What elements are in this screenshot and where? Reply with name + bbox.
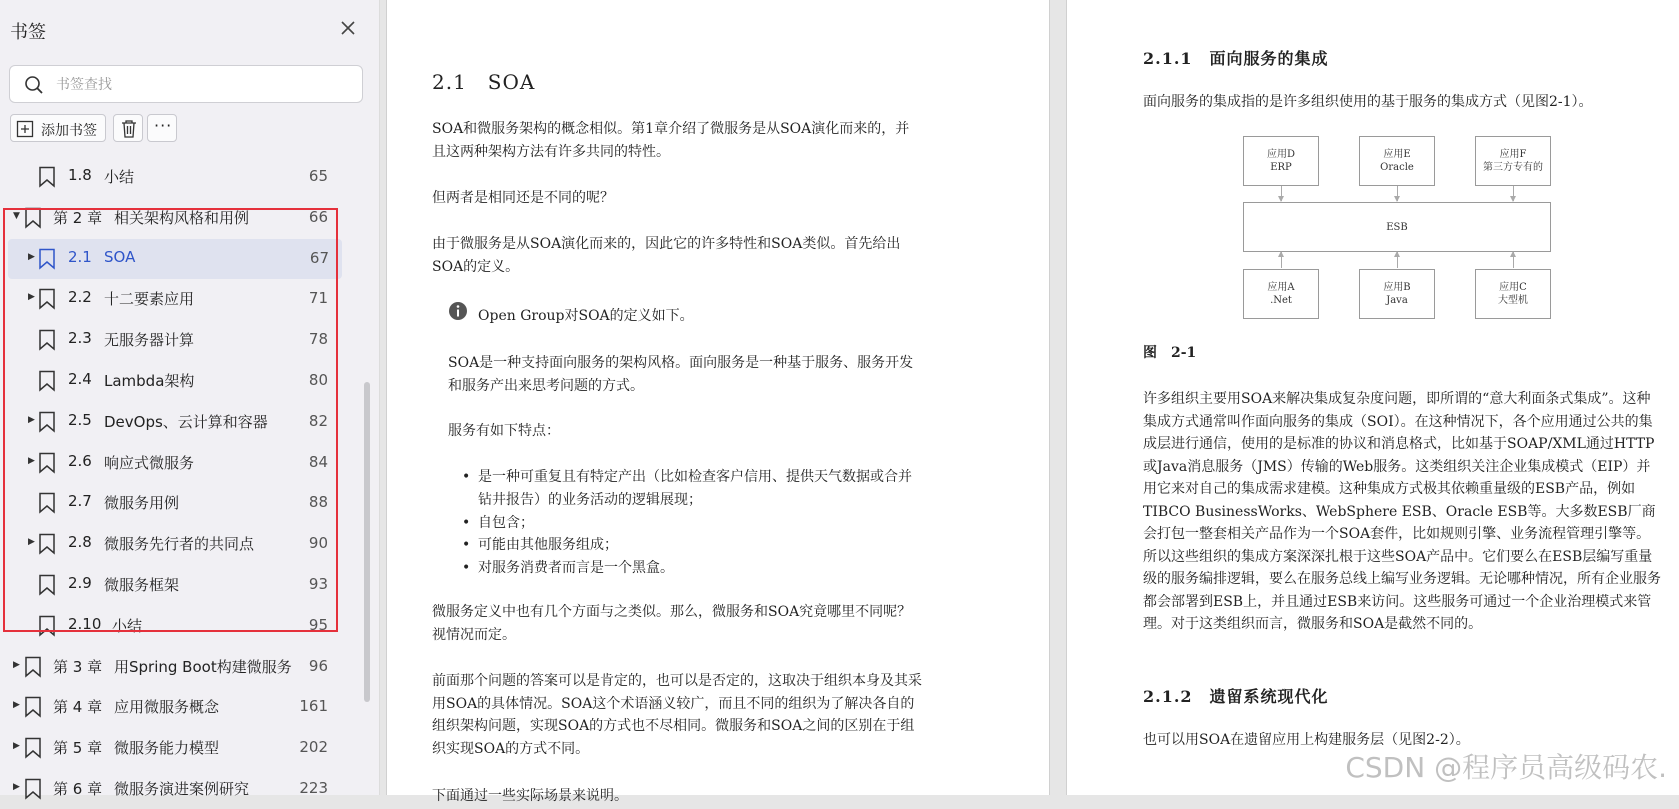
bookmark-number: 1.8 [68, 166, 92, 184]
bookmark-icon [24, 737, 42, 759]
subsection-heading: 2.1.2 遗留系统现代化 [1143, 687, 1329, 706]
bookmark-page-number: 82 [308, 411, 328, 430]
diagram-arrow [1513, 252, 1514, 268]
bookmark-title: 小结 [104, 168, 135, 186]
subsection-heading: 2.1.1 面向服务的集成 [1143, 49, 1329, 68]
paragraph: 也可以用SOA在遗留应用上构建服务层（见图2-2）。 [1143, 732, 1470, 748]
bookmark-title: 小结 [112, 616, 143, 635]
bookmark-number: 2.6 [68, 451, 92, 470]
paragraph: 许多组织主要用SOA来解决集成复杂度问题，即所谓的“意大利面条式集成”。这种集成方式通常叫作面向服务的集成（SOI）。在这种情况下，各个应用通过公共的集成层进行通信，使用的是标准的协议和消息格式，比如基于SOAP/XML通过HTTP或Java消息服务（JMS）传输的Web服务。这类组织关注企业集成模式（EIP）并用它来对自己的集成需求建模。这种集成方式极其依赖重量级的ESB产品，例如TIBCO BusinessWorks、WebSphere ESB、Oracle ESB等。大多数ESB厂商会打包一整套相关产品作为一个SOA套件，比如规则引擎、业务流程管理引擎等。所以这些组织的集成方案深深扎根于这些SOA产品中。它们要么在ESB层编写重量级的服务编排逻辑，要么在服务总线上编写业务逻辑。无论哪种情况，所有企业服务都会部署到ESB上，并且通过ESB来访问。这些服务可通过一个企业治理模式来管理。对于这类组织而言，微服务和SOA是截然不同的。 [1143, 391, 1661, 632]
diagram-label: ERP [1270, 162, 1292, 173]
bookmark-title: 微服务用例 [104, 494, 180, 513]
bookmark-item[interactable] [0, 402, 350, 442]
bookmark-number: 2.2 [68, 288, 92, 307]
bookmark-item[interactable] [0, 361, 350, 401]
bookmark-number: 第 3 章 [53, 657, 103, 676]
bookmark-number: 2.3 [68, 329, 92, 348]
bookmark-item[interactable] [8, 239, 342, 279]
bookmark-icon [38, 452, 56, 474]
diagram-label: Java [1386, 295, 1408, 306]
bullet-item: • 可能由其他服务组成； [462, 534, 917, 557]
diagram-app-a-box [1243, 269, 1319, 319]
diagram-app-c-box [1475, 269, 1551, 319]
bookmark-title: 微服务框架 [104, 576, 180, 594]
expand-arrow-icon[interactable]: ▶ [13, 659, 20, 670]
bookmark-item[interactable] [0, 728, 350, 768]
diagram-arrow [1397, 186, 1398, 201]
expand-arrow-icon[interactable]: ▶ [28, 292, 35, 303]
sidebar-scrollbar[interactable] [364, 382, 370, 702]
diagram-app-f-box [1475, 136, 1551, 186]
bookmark-icon [38, 166, 56, 188]
paragraph: 服务有如下特点： [448, 423, 560, 439]
diagram-app-d-box [1243, 136, 1319, 186]
bookmark-icon [24, 696, 42, 718]
diagram-label: 第三方专有的 [1483, 162, 1543, 173]
bookmark-page-number: 66 [308, 207, 328, 226]
esb-diagram [1243, 134, 1553, 324]
diagram-label: 应用F [1499, 149, 1527, 160]
bookmark-item[interactable] [0, 524, 350, 564]
diagram-app-b-box [1359, 269, 1435, 319]
expand-arrow-icon[interactable]: ▶ [13, 700, 20, 711]
bookmark-item[interactable] [0, 565, 350, 605]
bookmark-page-number: 202 [299, 738, 328, 757]
bookmark-title: 微服务演进案例研究 [114, 780, 250, 798]
bookmark-number: 2.8 [68, 533, 92, 552]
expand-arrow-icon[interactable]: ▶ [28, 537, 35, 548]
bookmark-title: SOA [104, 247, 136, 266]
diagram-label: Oracle [1380, 162, 1414, 173]
diagram-label: .Net [1270, 295, 1292, 306]
bookmark-page-number: 65 [308, 167, 328, 185]
bookmark-item[interactable] [0, 769, 350, 809]
expand-arrow-icon[interactable]: ▶ [28, 251, 35, 262]
document-page-right [1066, 0, 1679, 795]
bookmark-icon [24, 656, 42, 678]
sidebar-header [0, 0, 380, 60]
close-icon[interactable] [337, 17, 359, 39]
diagram-arrow [1281, 252, 1282, 268]
expand-arrow-icon[interactable]: ▶ [28, 455, 35, 466]
bookmark-title: Lambda架构 [104, 372, 195, 390]
bookmark-icon [24, 778, 42, 800]
watermark: CSDN @程序员高级码农. [1345, 751, 1667, 784]
bookmark-page-number: 67 [309, 248, 329, 267]
bookmark-icon [38, 248, 56, 270]
diagram-arrow [1281, 186, 1282, 201]
bookmark-page-number: 78 [308, 330, 328, 349]
bookmark-icon [38, 370, 56, 392]
figure-caption: 图 2-1 [1143, 345, 1197, 361]
bookmark-item[interactable] [0, 647, 350, 687]
bookmark-item[interactable] [0, 483, 350, 523]
bullet-item: • 是一种可重复且有特定产出（比如检查客户信用、提供天气数据或合并钻井报告）的业务活动的逻辑展现； [462, 466, 917, 512]
diagram-label: 应用C [1499, 282, 1527, 293]
paragraph: SOA和微服务架构的概念相似。第1章介绍了微服务是从SOA演化而来的，并且这两种架构方法有许多共同的特性。 [432, 121, 910, 160]
bookmark-page-number: 88 [308, 493, 328, 512]
more-options-button[interactable] [147, 114, 177, 142]
document-page-left [386, 0, 1050, 804]
add-bookmark-icon [16, 120, 34, 138]
bookmark-page-number: 84 [308, 452, 328, 471]
bookmark-search-input[interactable] [56, 72, 346, 98]
diagram-label: 应用A [1267, 282, 1295, 293]
more-icon: ··· [154, 116, 173, 135]
search-icon [24, 75, 44, 95]
paragraph: 由于微服务是从SOA演化而来的，因此它的许多特性和SOA类似。首先给出SOA的定义。 [432, 236, 901, 275]
bookmark-page-number: 96 [308, 656, 328, 675]
bookmark-item[interactable] [0, 443, 350, 483]
bookmark-item[interactable] [0, 157, 350, 197]
bookmark-number: 第 2 章 [53, 208, 103, 227]
bullet-item: • 自包含； [462, 512, 917, 535]
section-heading: 2.1 SOA [432, 70, 536, 94]
bookmark-icon [38, 615, 56, 637]
bookmark-icon [38, 574, 56, 596]
bookmark-page-number: 161 [299, 697, 328, 716]
delete-bookmark-button[interactable] [113, 114, 143, 142]
expand-arrow-icon[interactable]: ▶ [28, 414, 35, 425]
diagram-label: 应用D [1266, 149, 1296, 160]
bookmark-number: 2.4 [68, 370, 92, 388]
bookmark-icon [38, 288, 56, 310]
bullet-item: • 对服务消费者而言是一个黑盒。 [462, 557, 917, 580]
diagram-esb-box [1243, 202, 1551, 252]
bookmark-page-number: 71 [308, 289, 328, 308]
diagram-label: ESB [1386, 221, 1408, 233]
sidebar-title: 书签 [10, 22, 46, 43]
bookmark-icon [38, 533, 56, 555]
diagram-label: 应用B [1383, 282, 1411, 293]
expand-arrow-icon[interactable]: ▶ [13, 741, 20, 752]
bookmark-page-number: 223 [299, 779, 328, 797]
bookmark-icon [38, 492, 56, 514]
bookmark-page-number: 90 [308, 534, 328, 553]
bookmark-item[interactable] [0, 198, 350, 238]
bullet-list [462, 466, 917, 580]
diagram-arrow [1513, 186, 1514, 201]
bookmark-title: 相关架构风格和用例 [114, 208, 250, 227]
bookmark-title: 响应式微服务 [104, 453, 195, 472]
paragraph: 下面通过一些实际场景来说明。 [432, 788, 628, 804]
bookmark-page-number: 80 [308, 371, 328, 389]
bookmark-title: 十二要素应用 [104, 290, 195, 309]
info-icon [448, 301, 468, 321]
expand-arrow-icon[interactable]: ▶ [13, 782, 20, 792]
paragraph: SOA是一种支持面向服务的架构风格。面向服务是一种基于服务、服务开发和服务产出来思考问题的方式。 [448, 355, 914, 394]
bookmark-sidebar [0, 0, 380, 798]
paragraph: 但两者是相同还是不同的呢？ [432, 190, 614, 206]
bookmark-number: 第 6 章 [53, 780, 103, 798]
bookmark-item[interactable] [0, 687, 350, 727]
bookmark-item[interactable] [0, 606, 350, 646]
bookmark-page-number: 93 [308, 575, 328, 593]
bookmark-number: 第 4 章 [53, 698, 103, 717]
bookmark-number: 2.9 [68, 574, 92, 592]
bookmark-number: 2.5 [68, 410, 92, 429]
bookmark-title: 微服务先行者的共同点 [104, 535, 255, 554]
bookmark-number: 2.1 [68, 247, 92, 266]
bookmark-item[interactable] [0, 320, 350, 360]
bookmark-title: 微服务能力模型 [114, 739, 220, 758]
add-bookmark-button[interactable] [10, 114, 106, 142]
paragraph: 面向服务的集成指的是许多组织使用的基于服务的集成方式（见图2-1）。 [1143, 94, 1593, 110]
bookmark-item[interactable] [0, 279, 350, 319]
bookmark-page-number: 95 [308, 615, 328, 634]
bookmark-title: 无服务器计算 [104, 331, 195, 350]
bookmark-icon [38, 329, 56, 351]
bookmark-title: 应用微服务概念 [114, 698, 220, 717]
diagram-arrow [1397, 252, 1398, 268]
bookmark-icon [38, 411, 56, 433]
bookmark-title: 用Spring Boot构建微服务 [114, 657, 292, 676]
paragraph: 微服务定义中也有几个方面与之类似。那么，微服务和SOA究竟哪里不同呢？视情况而定。 [432, 604, 912, 643]
diagram-label: 大型机 [1498, 295, 1528, 306]
collapse-arrow-icon[interactable]: ▼ [13, 210, 20, 221]
bookmark-icon [24, 207, 42, 229]
bookmark-number: 2.7 [68, 492, 92, 511]
paragraph: 前面那个问题的答案可以是肯定的，也可以是否定的，这取决于组织本身及其采用SOA的具体情况。SOA这个术语涵义较广，而且不同的组织为了解决各自的组织架构问题，实现SOA的方式也不尽相同。微服务和SOA之间的区别在于组织实现SOA的方式不同。 [432, 673, 922, 757]
bookmark-number: 2.10 [68, 614, 102, 633]
note-text: Open Group对SOA的定义如下。 [478, 308, 694, 324]
add-bookmark-label: 添加书签 [41, 123, 97, 139]
bookmark-number: 第 5 章 [53, 739, 103, 758]
bookmark-search [9, 65, 363, 103]
diagram-label: 应用E [1383, 149, 1411, 160]
trash-icon [120, 119, 138, 139]
diagram-app-e-box [1359, 136, 1435, 186]
bookmark-title: DevOps、云计算和容器 [104, 412, 268, 431]
